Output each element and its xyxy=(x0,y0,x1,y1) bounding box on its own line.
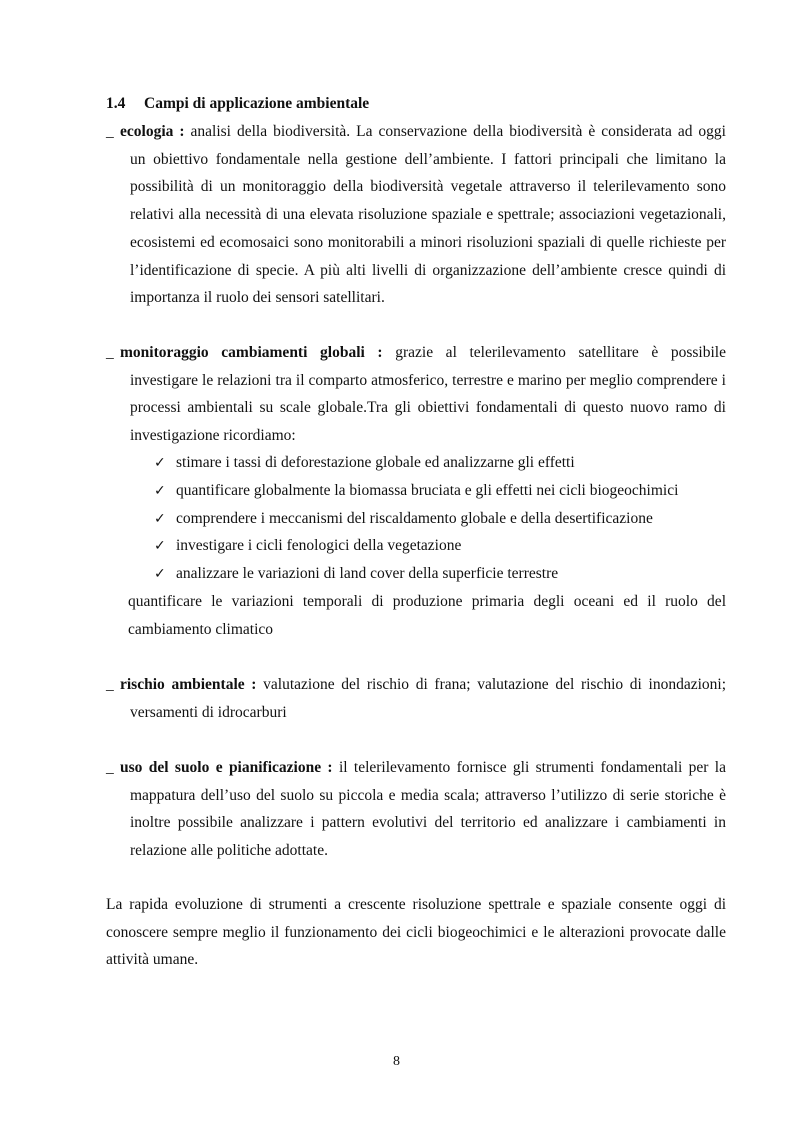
check-mark-icon: ✓ xyxy=(154,538,166,554)
checklist-item: ✓ analizzare le variazioni di land cover della superficie terrestre xyxy=(176,563,558,585)
item-body: versamenti di idrocarburi xyxy=(130,703,287,721)
item-first-line-text: analisi della biodiversità. La conservazione della biodiversità è considerata ad oggi xyxy=(184,123,726,140)
item-dash: _ xyxy=(106,344,114,361)
check-mark-icon: ✓ xyxy=(154,511,166,527)
item-rischio xyxy=(106,671,726,726)
section-title: Campi di applicazione ambientale xyxy=(144,95,370,112)
item-body: investigare le relazioni tra il comparto atmosferico, terrestre e marino per meglio comprendere i processi ambientali su scale globale.Tra gli obiettivi fondamentali di questo nuovo ramo di investigazione ricordiamo: xyxy=(130,371,726,445)
item-term: ecologia : xyxy=(120,123,185,140)
checklist-item: ✓ quantificare globalmente la biomassa bruciata e gli effetti nei cicli biogeochimici xyxy=(176,480,678,502)
closing-paragraph: La rapida evoluzione di strumenti a crescente risoluzione spettrale e spaziale consente oggi di conoscere sempre meglio il funzionamento dei cicli biogeochimici e le alterazioni provocate dalle attività umane. xyxy=(106,896,726,969)
item-first-line xyxy=(106,339,726,367)
checklist-item: ✓ investigare i cicli fenologici della vegetazione xyxy=(176,535,461,557)
item-first-line-text: grazie al telerilevamento satellitare è possibile xyxy=(382,344,726,361)
item-first-line xyxy=(106,118,726,146)
item-term: monitoraggio cambiamenti globali : xyxy=(120,344,383,361)
item-dash: _ xyxy=(106,123,114,140)
section-number: 1.4 xyxy=(106,95,126,112)
item-body: mappatura dell’uso del suolo su piccola e media scala; attraverso l’utilizzo di serie storiche è inoltre possibile analizzare i pattern evolutivi del territorio ed analizzare i cambiamenti in relazione alle politiche adottate. xyxy=(130,786,726,860)
item-first-line xyxy=(106,754,726,782)
item-uso-suolo xyxy=(106,754,726,865)
item-monitoraggio xyxy=(106,339,726,450)
item-dash: _ xyxy=(106,759,114,776)
checklist-item: ✓ comprendere i meccanismi del riscaldamento globale e della desertificazione xyxy=(176,508,653,530)
item-ecologia xyxy=(106,118,726,312)
item-first-line xyxy=(106,671,726,699)
item-first-line-text: il telerilevamento fornisce gli strumenti fondamentali per la xyxy=(332,759,726,776)
check-mark-icon: ✓ xyxy=(154,483,166,499)
item-after-text: quantificare le variazioni temporali di produzione primaria degli oceani ed il ruolo del cambiamento climatico xyxy=(128,593,726,638)
checklist-item: ✓ stimare i tassi di deforestazione globale ed analizzarne gli effetti xyxy=(176,452,575,474)
check-mark-icon: ✓ xyxy=(154,455,166,471)
item-term: uso del suolo e pianificazione : xyxy=(120,759,333,776)
item-dash: _ xyxy=(106,676,114,693)
item-body: un obiettivo fondamentale nella gestione dell’ambiente. I fattori principali che limitano la possibilità di un monitoraggio della biodiversità vegetale attraverso il telerilevamento sono relativi alla necessità di una elevata risoluzione spaziale e spettrale; associazioni vegetazionali, ecosistemi ed ecomosaici sono monitorabili a minori risoluzioni spaziali di quelle richieste per l’identificazione di specie. A più alti livelli di organizzazione dell’ambiente cresce quindi di importanza il ruolo dei sensori satellitari. xyxy=(130,150,726,307)
item-first-line-text: valutazione del rischio di frana; valutazione del rischio di inondazioni; xyxy=(256,676,727,693)
section-heading xyxy=(106,93,369,115)
page-number: 8 xyxy=(393,1054,400,1069)
item-term: rischio ambientale : xyxy=(120,676,257,693)
check-mark-icon: ✓ xyxy=(154,566,166,582)
